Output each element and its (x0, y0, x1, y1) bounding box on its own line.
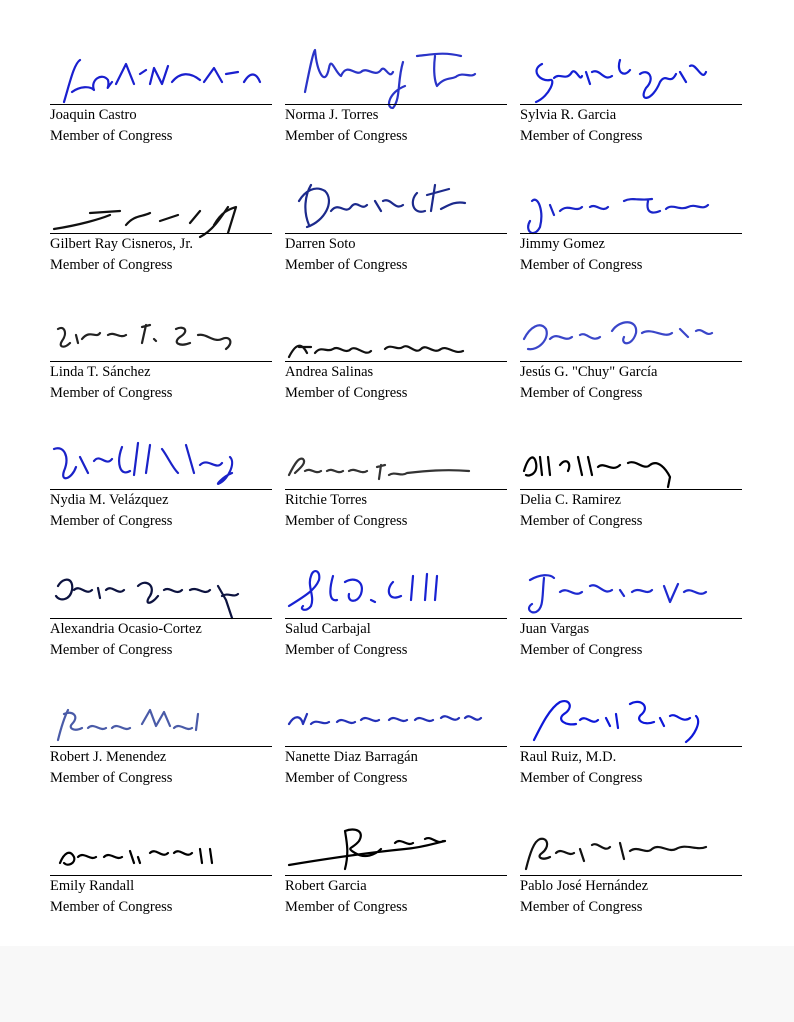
signatory-title: Member of Congress (50, 770, 173, 786)
signatory-title: Member of Congress (285, 128, 408, 144)
signature-line (50, 489, 272, 490)
signature-block (50, 171, 272, 273)
signature-stroke (529, 575, 706, 612)
signatory-title: Member of Congress (285, 770, 408, 786)
signature-block (285, 299, 507, 401)
signatory-name: Alexandria Ocasio-Cortez (50, 621, 202, 637)
signature-block (50, 299, 272, 401)
signatory-title: Member of Congress (520, 642, 643, 658)
signatory-name: Nydia M. Velázquez (50, 492, 169, 508)
signature-stroke (60, 849, 212, 865)
signature-line (50, 104, 272, 105)
signatory-name: Linda T. Sánchez (50, 364, 151, 380)
signature-block (520, 299, 742, 401)
signature-line (520, 233, 742, 234)
signatory-title: Member of Congress (520, 257, 643, 273)
signatory-title: Member of Congress (285, 513, 408, 529)
signature-line (285, 104, 507, 105)
signatory-name: Gilbert Ray Cisneros, Jr. (50, 236, 193, 252)
signature-stroke (289, 829, 445, 869)
signatory-name: Juan Vargas (520, 621, 590, 637)
signatory-name: Pablo José Hernández (520, 878, 649, 894)
signature-stroke (536, 60, 706, 102)
signature-stroke (289, 571, 437, 610)
signature-stroke (524, 322, 712, 349)
signature-line (285, 489, 507, 490)
signatory-name: Raul Ruiz, M.D. (520, 749, 617, 765)
signatory-title: Member of Congress (50, 128, 173, 144)
signatory-name: Jesús G. "Chuy" García (520, 364, 658, 380)
signature-block (50, 813, 272, 915)
signature-line (285, 233, 507, 234)
signatory-title: Member of Congress (285, 642, 408, 658)
signature-block (520, 684, 742, 786)
signature-stroke (56, 580, 238, 618)
signature-block (285, 171, 507, 273)
signature-stroke (58, 325, 230, 349)
signatory-title: Member of Congress (50, 513, 173, 529)
signature-stroke (289, 714, 481, 724)
signature-stroke (299, 185, 465, 227)
signature-line (50, 233, 272, 234)
signatory-name: Sylvia R. Garcia (520, 107, 617, 123)
signature-block (285, 42, 507, 144)
signatory-title: Member of Congress (520, 770, 643, 786)
signature-line (50, 618, 272, 619)
signature-stroke (534, 701, 698, 742)
signature-stroke (289, 459, 469, 479)
signature-block (520, 42, 742, 144)
signature-block (520, 813, 742, 915)
signatory-title: Member of Congress (50, 642, 173, 658)
signature-line (520, 618, 742, 619)
signatory-name: Darren Soto (285, 236, 356, 252)
signature-stroke (54, 443, 232, 484)
signature-stroke (528, 199, 708, 233)
signatory-name: Andrea Salinas (285, 364, 374, 380)
signatory-name: Robert Garcia (285, 878, 367, 894)
signature-block (520, 427, 742, 529)
signature-block (520, 556, 742, 658)
signature-line (285, 875, 507, 876)
page-bottom-margin (0, 946, 794, 1022)
signature-block (50, 427, 272, 529)
signature-stroke (64, 60, 260, 102)
signatory-title: Member of Congress (285, 385, 408, 401)
signatory-title: Member of Congress (520, 513, 643, 529)
signature-block (285, 556, 507, 658)
signature-line (285, 361, 507, 362)
signature-stroke (289, 346, 463, 357)
signature-line (520, 489, 742, 490)
signatory-name: Norma J. Torres (285, 107, 379, 123)
signature-line (520, 875, 742, 876)
signatory-title: Member of Congress (50, 899, 173, 915)
signature-line (285, 618, 507, 619)
signature-block (285, 427, 507, 529)
signatory-name: Robert J. Menendez (50, 749, 167, 765)
signature-line (50, 875, 272, 876)
signature-line (520, 746, 742, 747)
signature-line (50, 746, 272, 747)
signature-block (50, 42, 272, 144)
signatory-name: Jimmy Gomez (520, 236, 605, 252)
signature-stroke (58, 710, 198, 740)
signatory-name: Delia C. Ramirez (520, 492, 622, 508)
signature-block (285, 813, 507, 915)
signatory-title: Member of Congress (50, 257, 173, 273)
signature-line (50, 361, 272, 362)
signatory-title: Member of Congress (285, 899, 408, 915)
signatory-title: Member of Congress (285, 257, 408, 273)
signature-block (50, 556, 272, 658)
signatory-name: Emily Randall (50, 878, 135, 894)
signatory-title: Member of Congress (50, 385, 173, 401)
signatory-name: Ritchie Torres (285, 492, 368, 508)
signature-line (520, 104, 742, 105)
signature-line (285, 746, 507, 747)
signatory-title: Member of Congress (520, 128, 643, 144)
signature-stroke (305, 50, 475, 108)
signature-stroke (526, 839, 706, 869)
signature-block (520, 171, 742, 273)
signature-block (285, 684, 507, 786)
signature-stroke (524, 457, 670, 487)
signatory-name: Nanette Diaz Barragán (285, 749, 418, 765)
signatory-name: Joaquin Castro (50, 107, 137, 123)
signature-block (50, 684, 272, 786)
signatory-title: Member of Congress (520, 385, 643, 401)
signature-line (520, 361, 742, 362)
signatory-title: Member of Congress (520, 899, 643, 915)
signatory-name: Salud Carbajal (285, 621, 371, 637)
